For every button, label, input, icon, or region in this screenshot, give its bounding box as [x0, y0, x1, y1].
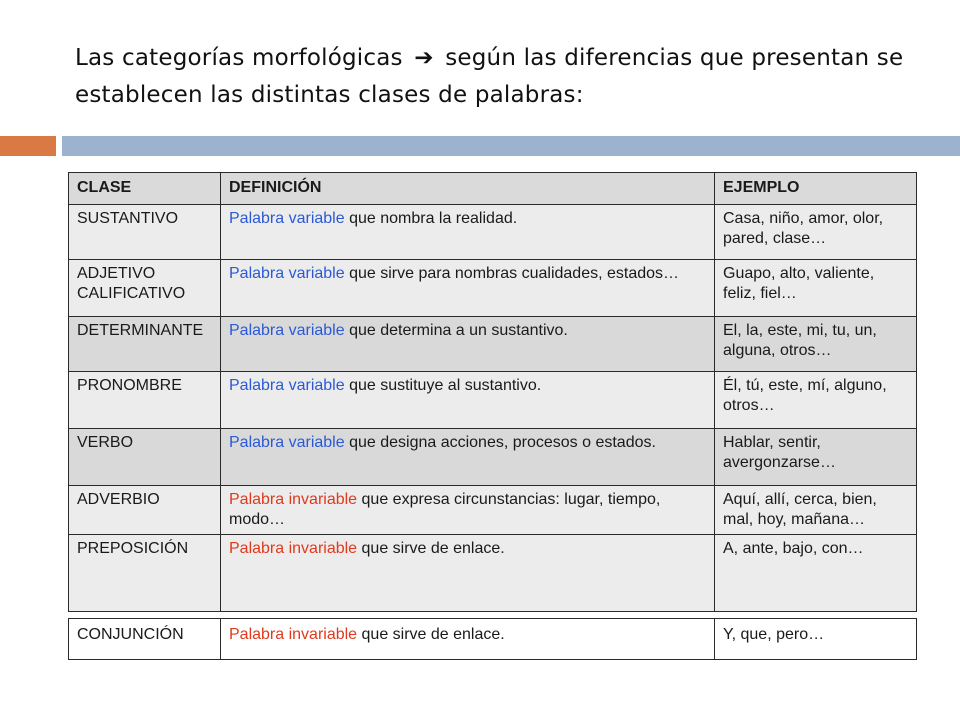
table-row	[69, 429, 917, 486]
accent-bar-orange	[0, 136, 56, 156]
right-arrow-icon: ➔	[414, 45, 434, 71]
cell-clase: VERBO	[69, 429, 221, 486]
definition-text: que determina a un sustantivo.	[344, 322, 568, 339]
word-type-label: Palabra variable	[229, 322, 345, 339]
cell-ejemplo: Aquí, allí, cerca, bien, mal, hoy, mañana…	[715, 486, 917, 535]
cell-definicion	[221, 619, 715, 660]
word-type-label: Palabra variable	[229, 265, 345, 282]
conjunction-table	[68, 618, 917, 660]
word-classes-table	[68, 172, 917, 612]
word-type-label: Palabra invariable	[229, 626, 358, 643]
table-row	[69, 372, 917, 429]
cell-ejemplo: El, la, este, mi, tu, un, alguna, otros…	[715, 317, 917, 372]
table-row	[69, 260, 917, 317]
table-row	[69, 486, 917, 535]
cell-ejemplo: Casa, niño, amor, olor, pared, clase…	[715, 205, 917, 260]
title-text-start: Las categorías morfológicas	[75, 45, 403, 71]
cell-definicion	[221, 260, 715, 317]
cell-clase: PREPOSICIÓN	[69, 535, 221, 612]
word-type-label: Palabra invariable	[229, 491, 358, 508]
cell-definicion	[221, 486, 715, 535]
cell-ejemplo: A, ante, bajo, con…	[715, 535, 917, 612]
cell-ejemplo: Guapo, alto, valiente, feliz, fiel…	[715, 260, 917, 317]
title-text-end: según las diferencias que presentan se establecen las distintas clases de palabras:	[75, 45, 904, 108]
definition-text: que sirve de enlace.	[357, 626, 505, 643]
definition-text: que sirve para nombras cualidades, estados…	[344, 265, 680, 282]
cell-ejemplo: Hablar, sentir, avergonzarse…	[715, 429, 917, 486]
cell-clase: DETERMINANTE	[69, 317, 221, 372]
cell-definicion	[221, 535, 715, 612]
header-clase: CLASE	[69, 173, 221, 205]
header-definicion: DEFINICIÓN	[221, 173, 715, 205]
definition-text: que designa acciones, procesos o estados.	[344, 434, 656, 451]
header-ejemplo: EJEMPLO	[715, 173, 917, 205]
word-type-label: Palabra variable	[229, 210, 345, 227]
definition-text: que nombra la realidad.	[344, 210, 518, 227]
word-type-label: Palabra invariable	[229, 540, 358, 557]
table-row	[69, 619, 917, 660]
definition-text: que sustituye al sustantivo.	[344, 377, 542, 394]
cell-definicion	[221, 372, 715, 429]
cell-clase: ADVERBIO	[69, 486, 221, 535]
cell-clase: PRONOMBRE	[69, 372, 221, 429]
table-row	[69, 205, 917, 260]
cell-ejemplo: Él, tú, este, mí, alguno, otros…	[715, 372, 917, 429]
cell-ejemplo: Y, que, pero…	[715, 619, 917, 660]
cell-clase: ADJETIVO CALIFICATIVO	[69, 260, 221, 317]
table-header-row	[69, 173, 917, 205]
cell-clase: CONJUNCIÓN	[69, 619, 221, 660]
cell-definicion	[221, 429, 715, 486]
table-row	[69, 317, 917, 372]
cell-definicion	[221, 205, 715, 260]
accent-bar-blue	[62, 136, 960, 156]
definition-text: que expresa circunstancias: lugar, tiempo, modo…	[229, 491, 661, 528]
cell-clase: SUSTANTIVO	[69, 205, 221, 260]
cell-definicion	[221, 317, 715, 372]
word-type-label: Palabra variable	[229, 434, 345, 451]
definition-text: que sirve de enlace.	[357, 540, 505, 557]
table-row	[69, 535, 917, 612]
slide-title	[75, 40, 935, 114]
word-type-label: Palabra variable	[229, 377, 345, 394]
